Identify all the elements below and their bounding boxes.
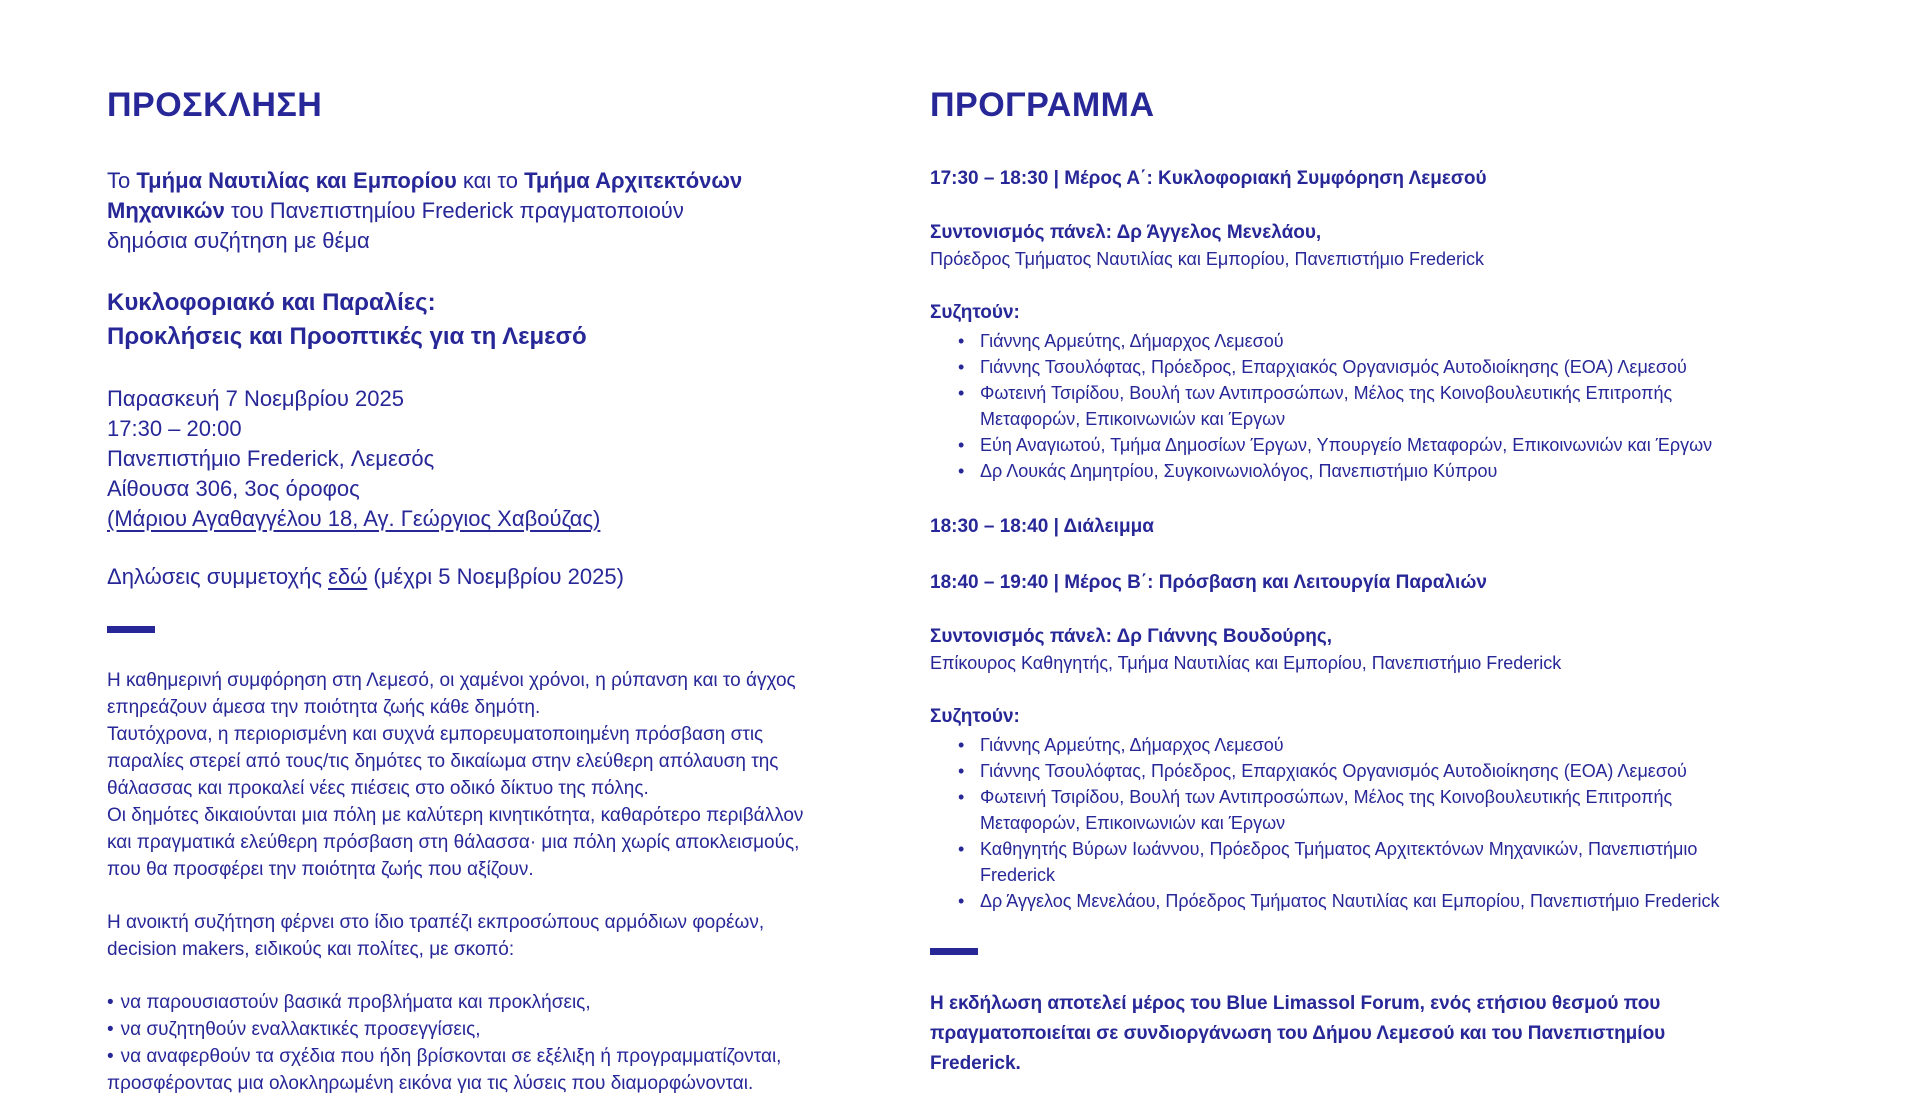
bullet-icon: • <box>958 383 965 403</box>
speaker-item <box>958 458 1730 484</box>
purpose-intro: Η ανοικτή συζήτηση φέρνει στο ίδιο τραπέζι εκπροσώπους αρμόδιων φορέων, decision makers, ειδικούς και πολίτες, με σκοπό: <box>107 912 765 960</box>
program-part-b <box>930 570 1730 914</box>
speaker-text: Εύη Αναγιωτού, Τμήμα Δημοσίων Έργων, Υπουργείο Μεταφορών, Επικοινωνιών και Έργων <box>980 435 1713 455</box>
bullet-icon: • <box>958 331 965 351</box>
registration-line <box>107 562 817 592</box>
registration-suffix: (μέχρι 5 Νοεμβρίου 2025) <box>367 564 624 589</box>
speaker-text: Γιάννης Αρμεύτης, Δήμαρχος Λεμεσού <box>980 735 1284 755</box>
bullet-icon: • <box>958 461 965 481</box>
goal-text: να συζητηθούν εναλλακτικές προσεγγίσεις, <box>120 1019 481 1040</box>
description-paragraph: Η καθημερινή συμφόρηση στη Λεμεσό, οι χαμένοι χρόνοι, η ρύπανση και το άγχος επηρεάζουν άμεσα την ποιότητα ζωής κάθε δημότη. <box>107 670 796 718</box>
invitation-column <box>107 86 817 1097</box>
speaker-text: Δρ Λουκάς Δημητρίου, Συγκοινωνιολόγος, Πανεπιστήμιο Κύπρου <box>980 461 1498 481</box>
speaker-item <box>958 758 1730 784</box>
part-a-heading: 17:30 – 18:30 | Μέρος Α΄: Κυκλοφοριακή Συμφόρηση Λεμεσού <box>930 168 1487 189</box>
bullet-icon: • <box>958 787 965 807</box>
divider-dash-right <box>930 948 978 955</box>
speaker-text: Γιάννης Τσουλόφτας, Πρόεδρος, Επαρχιακός Οργανισμός Αυτοδιοίκησης (ΕΟΑ) Λεμεσού <box>980 761 1687 781</box>
part-b-panel-label: Συζητούν: <box>930 706 1020 727</box>
part-b-moderator <box>930 624 1730 676</box>
goal-text: να αναφερθούν τα σχέδια που ήδη βρίσκονται σε εξέλιξη ή προγραμματίζονται, προσφέροντας μια ολοκληρωμένη εικόνα για τις λύσεις που διαμορφώνονται. <box>107 1046 782 1094</box>
speaker-item <box>958 784 1730 836</box>
speaker-text: Φωτεινή Τσιρίδου, Βουλή των Αντιπροσώπων, Μέλος της Κοινοβουλευτικής Επιτροπής Μεταφορών, Επικοινωνιών και Έργων <box>980 787 1673 833</box>
bullet-icon: • <box>107 1046 114 1067</box>
invitation-intro <box>107 166 755 256</box>
invitation-title: ΠΡΟΣΚΛΗΣΗ <box>107 86 323 124</box>
speaker-item <box>958 732 1730 758</box>
bullet-icon: • <box>958 435 965 455</box>
speaker-item <box>958 432 1730 458</box>
department-shipping-name: Τμήμα Ναυτιλίας και Εμπορίου <box>136 168 457 193</box>
speaker-item <box>958 888 1730 914</box>
part-b-speakers <box>958 732 1730 914</box>
bullet-icon: • <box>107 992 114 1013</box>
event-date: Παρασκευή 7 Νοεμβρίου 2025 <box>107 386 404 411</box>
event-room: Αίθουσα 306, 3ος όροφος <box>107 476 360 501</box>
part-a-moderator <box>930 220 1730 272</box>
part-b-heading: 18:40 – 19:40 | Μέρος Β΄: Πρόσβαση και Λειτουργία Παραλιών <box>930 572 1487 593</box>
event-venue: Πανεπιστήμιο Frederick, Λεμεσός <box>107 446 435 471</box>
forum-footer-note: Η εκδήλωση αποτελεί μέρος του Blue Limassol Forum, ενός ετήσιου θεσμού που πραγματοποιείται σε συνδιοργάνωση του Δήμου Λεμεσού και του Πανεπιστημίου Frederick. <box>930 993 1666 1074</box>
program-part-a <box>930 166 1730 484</box>
part-a-speakers <box>958 328 1730 484</box>
bullet-icon: • <box>958 839 965 859</box>
event-time: 17:30 – 20:00 <box>107 416 242 441</box>
speaker-text: Γιάννης Αρμεύτης, Δήμαρχος Λεμεσού <box>980 331 1284 351</box>
goal-item <box>107 1043 807 1097</box>
description-paragraph: Οι δημότες δικαιούνται μια πόλη με καλύτερη κινητικότητα, καθαρότερο περιβάλλον και πραγματικά ελεύθερη πρόσβαση στη θάλασσα· μια πόλη χωρίς αποκλεισμούς, που θα προσφέρει την ποιότητα ζωής που αξίζουν. <box>107 805 804 880</box>
topic-line-1: Κυκλοφοριακό και Παραλίες: <box>107 289 436 316</box>
goal-text: να παρουσιαστούν βασικά προβλήματα και προκλήσεις, <box>120 992 591 1013</box>
speaker-item <box>958 328 1730 354</box>
speaker-item <box>958 354 1730 380</box>
program-title: ΠΡΟΓΡΑΜΜΑ <box>930 86 1155 124</box>
part-b-moderator-role: Επίκουρος Καθηγητής, Τμήμα Ναυτιλίας και Εμπορίου, Πανεπιστήμιο Frederick <box>930 653 1562 673</box>
speaker-text: Δρ Άγγελος Μενελάου, Πρόεδρος Τμήματος Ναυτιλίας και Εμπορίου, Πανεπιστήμιο Frederick <box>980 891 1720 911</box>
speaker-text: Φωτεινή Τσιρίδου, Βουλή των Αντιπροσώπων, Μέλος της Κοινοβουλευτικής Επιτροπής Μεταφορών, Επικοινωνιών και Έργων <box>980 383 1673 429</box>
discussion-topic <box>107 286 817 354</box>
speaker-item <box>958 380 1730 432</box>
bullet-icon: • <box>107 1019 114 1040</box>
event-details <box>107 384 817 534</box>
registration-here-link[interactable]: εδώ <box>328 564 368 589</box>
speaker-text: Γιάννης Τσουλόφτας, Πρόεδρος, Επαρχιακός Οργανισμός Αυτοδιοίκησης (ΕΟΑ) Λεμεσού <box>980 357 1687 377</box>
speaker-item <box>958 836 1730 888</box>
bullet-icon: • <box>958 761 965 781</box>
goal-item <box>107 989 807 1016</box>
goals-list <box>107 989 807 1097</box>
department-architecture-name: Τμήμα Αρχιτεκτόνων Μηχανικών <box>107 168 743 223</box>
program-column <box>930 86 1730 1079</box>
intro-segment: Το <box>107 168 137 193</box>
part-a-moderator-name: Συντονισμός πάνελ: Δρ Άγγελος Μενελάου, <box>930 222 1322 243</box>
break-heading: 18:30 – 18:40 | Διάλειμμα <box>930 516 1154 537</box>
bullet-icon: • <box>958 891 965 911</box>
goal-item <box>107 1016 807 1043</box>
part-a-panel-label: Συζητούν: <box>930 302 1020 323</box>
intro-segment: και το <box>456 168 525 193</box>
bullet-icon: • <box>958 357 965 377</box>
bullet-icon: • <box>958 735 965 755</box>
intro-segment: του Πανεπιστημίου Frederick πραγματοποιούν δημόσια συζήτηση με θέμα <box>107 198 684 253</box>
part-b-moderator-name: Συντονισμός πάνελ: Δρ Γιάννης Βουδούρης, <box>930 626 1333 647</box>
description-paragraph: Ταυτόχρονα, η περιορισμένη και συχνά εμπορευματοποιημένη πρόσβαση στις παραλίες στερεί από τους/τις δημότες το δικαίωμα στην ελεύθερη απόλαυση της θάλασσας και προκαλεί νέες πιέσεις στο οδικό δίκτυο της πόλης. <box>107 724 779 799</box>
registration-prefix: Δηλώσεις συμμετοχής <box>107 564 329 589</box>
divider-dash-left <box>107 626 155 633</box>
speaker-text: Καθηγητής Βύρων Ιωάννου, Πρόεδρος Τμήματος Αρχιτεκτόνων Μηχανικών, Πανεπιστήμιο Frederick <box>980 839 1698 885</box>
part-a-moderator-role: Πρόεδρος Τμήματος Ναυτιλίας και Εμπορίου, Πανεπιστήμιο Frederick <box>930 249 1485 269</box>
event-description <box>107 667 807 883</box>
address-link[interactable]: (Μάριου Αγαθαγγέλου 18, Αγ. Γεώργιος Χαβούζας) <box>107 506 601 531</box>
topic-line-2: Προκλήσεις και Προοπτικές για τη Λεμεσό <box>107 323 587 350</box>
